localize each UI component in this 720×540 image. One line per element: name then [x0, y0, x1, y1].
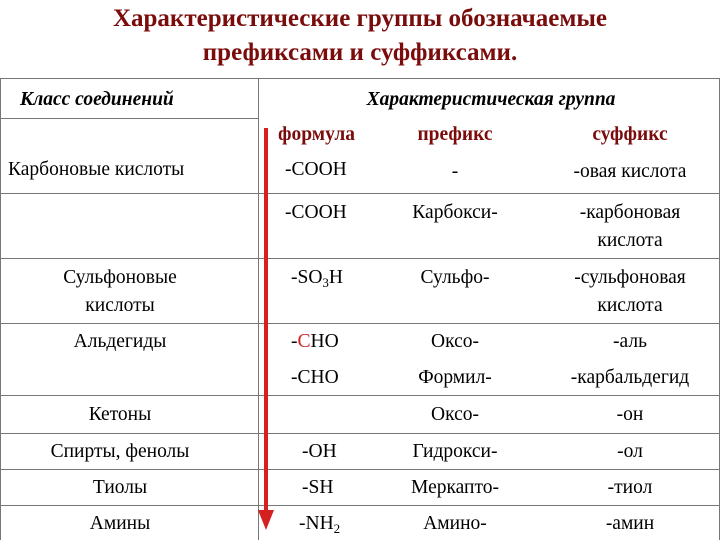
row-2-prefix: Карбокси- [412, 202, 498, 223]
row-4-formula-rest: HO [310, 331, 339, 352]
row-3-formula-sub: 3 [322, 275, 329, 290]
row-1-prefix: - [451, 161, 459, 182]
row-4-formula-carbon: C [297, 331, 311, 352]
row-9-prefix: Амино- [423, 513, 487, 534]
header-prefix: префикс [417, 124, 493, 145]
header-formula: формула [278, 124, 356, 145]
header-group: Характеристическая группа [366, 89, 616, 110]
row-2-formula: -COOH [285, 202, 347, 223]
row-2-suffix-line1: -карбоновая [579, 202, 681, 223]
title-line-1: Характеристические группы обозначаемые [112, 5, 608, 32]
row-3-formula-main: -SO [291, 267, 323, 288]
header-class: Класс соединений [20, 89, 174, 110]
row-8-suffix: -тиол [607, 477, 653, 498]
row-3-prefix: Сульфо- [420, 267, 490, 288]
row-9-formula-main: -NH [299, 513, 334, 534]
row-8-prefix: Меркапто- [410, 477, 499, 498]
row-7-formula: -OH [302, 441, 337, 462]
row-2-suffix-line2: кислота [597, 230, 663, 251]
row-5-formula: -CHO [291, 367, 339, 388]
row-4-formula-dash: - [291, 331, 298, 352]
row-4-class: Альдегиды [73, 331, 167, 352]
row-8-class: Тиолы [92, 477, 148, 498]
row-3-class-line1: Сульфоновые [63, 267, 177, 288]
row-7-suffix: -ол [617, 441, 643, 462]
row-4-suffix: -аль [613, 331, 647, 352]
title-line-2: префиксами и суффиксами. [202, 39, 518, 66]
row-3-class-line2: кислоты [85, 295, 155, 316]
header-suffix: суффикс [592, 124, 668, 145]
row-4-prefix: Оксо- [431, 331, 479, 352]
row-7-class: Спирты, фенолы [50, 441, 190, 462]
row-5-prefix: Формил- [418, 367, 492, 388]
row-6-prefix: Оксо- [431, 404, 479, 425]
row-1-class: Карбоновые кислоты [8, 159, 185, 180]
row-5-suffix: -карбальдегид [570, 367, 690, 388]
row-3-suffix-line2: кислота [597, 295, 663, 316]
row-1-formula: -COOH [285, 159, 347, 180]
row-8-formula: -SH [302, 477, 334, 498]
row-9-formula-sub: 2 [333, 521, 341, 536]
row-3-formula-tail: H [328, 267, 344, 288]
row-9-suffix: -амин [605, 513, 655, 534]
row-3-suffix-line1: -сульфоновая [574, 267, 686, 288]
row-6-suffix: -он [616, 404, 644, 425]
row-1-suffix: -овая кислота [573, 161, 687, 182]
row-9-class: Амины [89, 513, 151, 534]
row-6-class: Кетоны [88, 404, 152, 425]
row-7-prefix: Гидрокси- [412, 441, 498, 462]
arrow-head [258, 510, 274, 530]
